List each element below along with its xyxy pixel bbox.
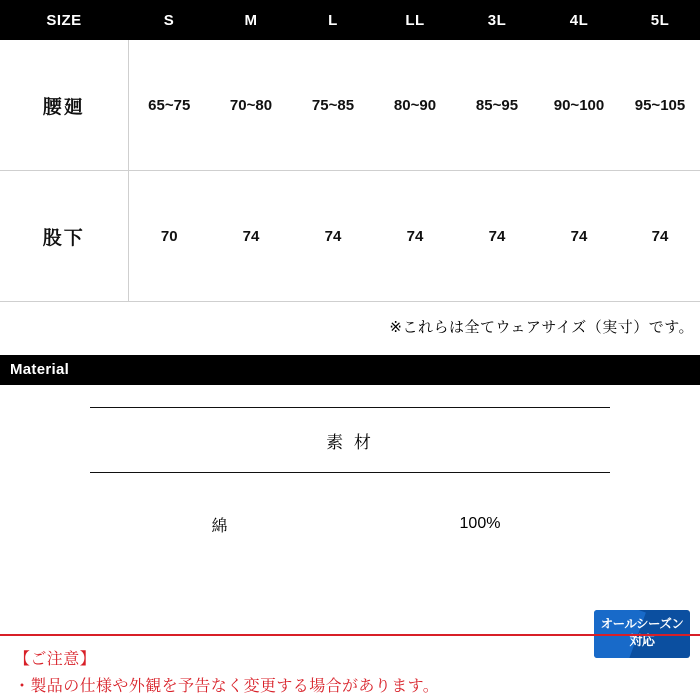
- cell-inseam-3l: 74: [456, 171, 538, 302]
- size-table-header: [0, 0, 700, 40]
- header-cell-ll: LL: [374, 0, 456, 40]
- badge-line2: 対応: [629, 632, 655, 648]
- caution-text: ・製品の仕様や外観を予告なく変更する場合があります。: [14, 678, 440, 696]
- material-header-row: [90, 408, 610, 473]
- cell-waist-s: 65~75: [128, 40, 210, 171]
- material-header-label: 素 材: [90, 408, 610, 473]
- header-cell-l: L: [292, 0, 374, 40]
- table-header-row: [0, 0, 700, 40]
- cell-waist-3l: 85~95: [456, 40, 538, 171]
- caution-title: 【ご注意】: [14, 651, 97, 669]
- header-cell-4l: 4L: [538, 0, 620, 40]
- cell-inseam-m: 74: [210, 171, 292, 302]
- material-section-title: Material: [0, 355, 700, 385]
- caution-block: [0, 634, 700, 700]
- cell-inseam-5l: 74: [620, 171, 700, 302]
- material-table: [90, 407, 610, 575]
- size-table: [0, 0, 700, 302]
- cell-inseam-s: 70: [128, 171, 210, 302]
- cell-waist-ll: 80~90: [374, 40, 456, 171]
- cell-waist-m: 70~80: [210, 40, 292, 171]
- size-table-body: [0, 40, 700, 302]
- row-label-inseam: 股下: [0, 171, 128, 302]
- header-cell-5l: 5L: [620, 0, 700, 40]
- cell-waist-5l: 95~105: [620, 40, 700, 171]
- cell-waist-4l: 90~100: [538, 40, 620, 171]
- material-name: 綿: [211, 517, 229, 535]
- cell-inseam-4l: 74: [538, 171, 620, 302]
- row-label-waist: 腰廻: [0, 40, 128, 171]
- cell-inseam-l: 74: [292, 171, 374, 302]
- size-note: ※これらは全てウェアサイズ（実寸）です。: [389, 319, 694, 336]
- cell-inseam-ll: 74: [374, 171, 456, 302]
- header-cell-s: S: [128, 0, 210, 40]
- badge-line1: オールシーズン: [600, 617, 684, 631]
- table-row: [0, 171, 700, 302]
- material-value: 100%: [459, 515, 501, 532]
- header-cell-3l: 3L: [456, 0, 538, 40]
- cell-waist-l: 75~85: [292, 40, 374, 171]
- table-row: [0, 40, 700, 171]
- header-cell-m: M: [210, 0, 292, 40]
- header-cell-size: SIZE: [0, 0, 128, 40]
- material-row: [90, 473, 610, 576]
